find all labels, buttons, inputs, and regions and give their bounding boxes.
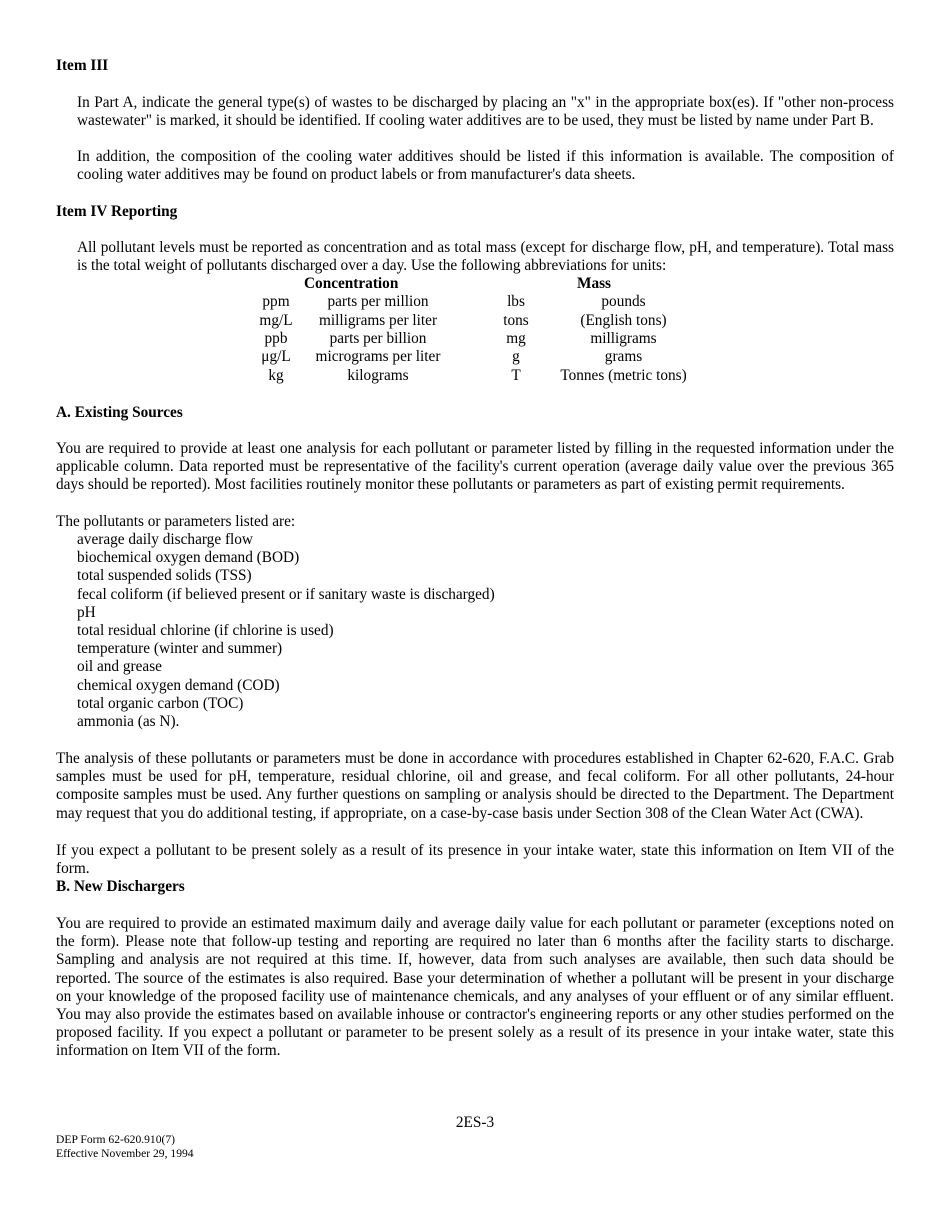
- section-b-heading: B. New Dischargers: [56, 878, 185, 895]
- section-a-heading: A. Existing Sources: [56, 404, 183, 421]
- item-iv-paragraph: All pollutant levels must be reported as concentration and as total mass (except for discharge flow, pH, and temperature). Total mass is the total weight of pollutants discharged over a day. Use the following abbreviations for units:: [77, 239, 894, 275]
- list-item: chemical oxygen demand (COD): [77, 676, 280, 694]
- list-item: pH: [77, 603, 96, 621]
- concentration-name: kilograms: [347, 366, 409, 384]
- pollutant-list: [77, 531, 495, 731]
- mass-name: (English tons): [580, 311, 667, 329]
- mass-name: Tonnes (metric tons): [560, 366, 687, 384]
- mass-abbreviation: g: [512, 348, 520, 366]
- concentration-abbreviation: ppb: [264, 329, 288, 347]
- list-item: ammonia (as N).: [77, 712, 180, 730]
- mass-header: Mass: [577, 275, 611, 292]
- mass-abbreviation: lbs: [507, 293, 525, 311]
- form-id: DEP Form 62-620.910(7): [56, 1133, 176, 1146]
- section-a-paragraph-3: If you expect a pollutant to be present solely as a result of its presence in your intake water, state this information on Item VII of the form.: [56, 842, 894, 878]
- units-row: [56, 312, 894, 330]
- concentration-abbreviation: mg/L: [259, 311, 293, 329]
- concentration-abbreviation: μg/L: [261, 348, 291, 366]
- units-row: [56, 348, 894, 366]
- pollutant-list-lead: The pollutants or parameters listed are:: [56, 513, 296, 530]
- list-item: average daily discharge flow: [77, 531, 253, 548]
- mass-abbreviation: T: [511, 366, 521, 384]
- list-item: total organic carbon (TOC): [77, 694, 244, 712]
- list-item: biochemical oxygen demand (BOD): [77, 549, 300, 567]
- concentration-name: parts per billion: [329, 329, 427, 347]
- concentration-abbreviation: kg: [268, 366, 284, 384]
- item-iii-paragraph-1: In Part A, indicate the general type(s) of wastes to be discharged by placing an "x" in the appropriate box(es). If "other non-process wastewater" is marked, it should be identified. If cooling water additives are to be used, they must be listed by name under Part B.: [77, 94, 894, 130]
- section-a-paragraph-2: The analysis of these pollutants or parameters must be done in accordance with procedures established in Chapter 62-620, F.A.C. Grab samples must be used for pH, temperature, residual chlorine, oil and grease, and fecal coliform. For all other pollutants, 24-hour composite samples must be used. Any further questions on sampling or analysis should be directed to the Department. The Department may request that you do additional testing, if appropriate, on a case-by-case basis under Section 308 of the Clean Water Act (CWA).: [56, 750, 894, 822]
- list-item: oil and grease: [77, 658, 162, 676]
- item-iii-paragraph-2: In addition, the composition of the cooling water additives should be listed if this information is available. The composition of cooling water additives may be found on product labels or from manufacturer's data sheets.: [77, 148, 894, 184]
- list-item: total residual chlorine (if chlorine is used): [77, 621, 334, 639]
- concentration-header: Concentration: [304, 275, 399, 292]
- units-row: [56, 330, 894, 348]
- units-row: [56, 293, 894, 311]
- section-a-paragraph-1: You are required to provide at least one analysis for each pollutant or parameter listed by filling in the requested information under the applicable column. Data reported must be representative of the facility's current operation (average daily value over the previous 365 days should be reported). Most facilities routinely monitor these pollutants or parameters as part of existing permit requirements.: [56, 440, 894, 494]
- item-iii-heading: Item III: [56, 57, 109, 74]
- list-item: fecal coliform (if believed present or if sanitary waste is discharged): [77, 585, 495, 603]
- page-number: 2ES-3: [455, 1114, 495, 1131]
- units-row: [56, 367, 894, 385]
- effective-date: Effective November 29, 1994: [56, 1147, 194, 1160]
- mass-name: pounds: [601, 293, 646, 311]
- item-iv-heading: Item IV Reporting: [56, 203, 178, 220]
- concentration-name: micrograms per liter: [315, 348, 441, 366]
- concentration-name: parts per million: [327, 293, 429, 311]
- list-item: temperature (winter and summer): [77, 640, 283, 658]
- mass-abbreviation: mg: [506, 329, 526, 347]
- list-item: total suspended solids (TSS): [77, 567, 252, 585]
- concentration-name: milligrams per liter: [318, 311, 438, 329]
- concentration-abbreviation: ppm: [262, 293, 290, 311]
- section-b-paragraph: You are required to provide an estimated maximum daily and average daily value for each pollutant or parameter (exceptions noted on the form). Please note that follow-up testing and reporting are required no later than 6 months after the facility starts to discharge. Sampling and analysis are not required at this time. If, however, data from such analyses are available, then such data should be reported. The source of the estimates is also required. Base your determination of whether a pollutant will be present in your discharge on your knowledge of the proposed facility use of maintenance chemicals, and any analyses of your effluent or of any similar effluent. You may also provide the estimates based on available inhouse or contractor's engineering reports or any other studies performed on the proposed facility. If you expect a pollutant or parameter to be present solely as a result of its presence in your intake water, state this information on Item VII of the form.: [56, 915, 894, 1060]
- mass-name: milligrams: [590, 329, 657, 347]
- mass-name: grams: [604, 348, 643, 366]
- mass-abbreviation: tons: [503, 311, 529, 329]
